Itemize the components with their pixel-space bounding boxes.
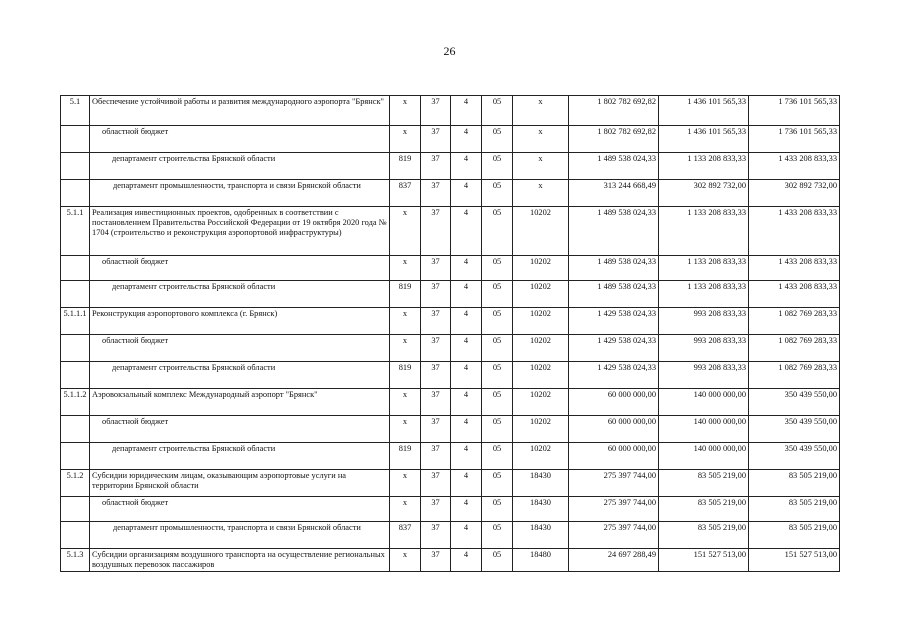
row-name-cell: Обеспечение устойчивой работы и развития международного аэропорта "Брянск" bbox=[90, 96, 390, 126]
code-program-cell: 37 bbox=[421, 443, 451, 470]
row-number-cell: 5.1 bbox=[61, 96, 90, 126]
code-subprogram-cell: 4 bbox=[451, 335, 482, 362]
code-event-cell: 10202 bbox=[513, 443, 569, 470]
row-number-cell bbox=[61, 126, 90, 153]
code-grbs-cell: 819 bbox=[390, 281, 421, 308]
row-name-cell: областной бюджет bbox=[90, 256, 390, 281]
code-subprogram-cell: 4 bbox=[451, 497, 482, 522]
amount-year-3-cell: 151 527 513,00 bbox=[749, 549, 840, 572]
code-event-group-cell: 05 bbox=[482, 153, 513, 180]
code-event-cell: 18430 bbox=[513, 470, 569, 497]
code-event-cell: 10202 bbox=[513, 389, 569, 416]
amount-year-3-cell: 350 439 550,00 bbox=[749, 416, 840, 443]
amount-year-3-cell: 1 433 208 833,33 bbox=[749, 256, 840, 281]
code-event-cell: x bbox=[513, 96, 569, 126]
amount-year-1-cell: 1 489 538 024,33 bbox=[569, 153, 659, 180]
row-number-cell bbox=[61, 443, 90, 470]
amount-year-2-cell: 140 000 000,00 bbox=[659, 389, 749, 416]
row-name-cell: областной бюджет bbox=[90, 335, 390, 362]
code-subprogram-cell: 4 bbox=[451, 308, 482, 335]
code-grbs-cell: x bbox=[390, 308, 421, 335]
amount-year-2-cell: 1 436 101 565,33 bbox=[659, 126, 749, 153]
code-subprogram-cell: 4 bbox=[451, 126, 482, 153]
code-program-cell: 37 bbox=[421, 549, 451, 572]
table-row bbox=[61, 443, 840, 470]
code-program-cell: 37 bbox=[421, 153, 451, 180]
code-grbs-cell: 837 bbox=[390, 180, 421, 207]
row-number-cell bbox=[61, 416, 90, 443]
code-event-group-cell: 05 bbox=[482, 470, 513, 497]
code-event-group-cell: 05 bbox=[482, 256, 513, 281]
code-event-group-cell: 05 bbox=[482, 96, 513, 126]
code-grbs-cell: x bbox=[390, 497, 421, 522]
row-name-cell: Субсидии организациям воздушного транспорта на осуществление региональных воздушных перевозок пассажиров bbox=[90, 549, 390, 572]
row-name-cell: областной бюджет bbox=[90, 126, 390, 153]
code-program-cell: 37 bbox=[421, 335, 451, 362]
row-number-cell bbox=[61, 335, 90, 362]
row-name-cell: Реконструкция аэропортового комплекса (г. Брянск) bbox=[90, 308, 390, 335]
code-event-cell: 10202 bbox=[513, 416, 569, 443]
row-number-cell bbox=[61, 281, 90, 308]
code-event-group-cell: 05 bbox=[482, 207, 513, 256]
amount-year-3-cell: 83 505 219,00 bbox=[749, 470, 840, 497]
row-name-cell: Реализация инвестиционных проектов, одобренных в соответствии с постановлением Правительства Российской Федерации от 19 октября 2020 года № 1704 (строительство и реконструкция аэропортовой инфраструктуры) bbox=[90, 207, 390, 256]
code-program-cell: 37 bbox=[421, 362, 451, 389]
table-row bbox=[61, 549, 840, 572]
code-grbs-cell: 819 bbox=[390, 153, 421, 180]
code-event-cell: 10202 bbox=[513, 207, 569, 256]
table-row bbox=[61, 281, 840, 308]
row-name-cell: Субсидии юридическим лицам, оказывающим аэропортовые услуги на территории Брянской области bbox=[90, 470, 390, 497]
code-event-group-cell: 05 bbox=[482, 522, 513, 549]
code-grbs-cell: x bbox=[390, 256, 421, 281]
amount-year-3-cell: 1 433 208 833,33 bbox=[749, 153, 840, 180]
amount-year-2-cell: 1 133 208 833,33 bbox=[659, 256, 749, 281]
amount-year-3-cell: 1 433 208 833,33 bbox=[749, 207, 840, 256]
amount-year-1-cell: 1 802 782 692,82 bbox=[569, 96, 659, 126]
amount-year-1-cell: 1 429 538 024,33 bbox=[569, 308, 659, 335]
amount-year-1-cell: 60 000 000,00 bbox=[569, 389, 659, 416]
table-row bbox=[61, 256, 840, 281]
amount-year-3-cell: 83 505 219,00 bbox=[749, 522, 840, 549]
amount-year-1-cell: 1 429 538 024,33 bbox=[569, 335, 659, 362]
code-grbs-cell: x bbox=[390, 335, 421, 362]
code-subprogram-cell: 4 bbox=[451, 180, 482, 207]
row-name-cell: департамент строительства Брянской области bbox=[90, 281, 390, 308]
code-event-cell: 18430 bbox=[513, 522, 569, 549]
row-name-cell: департамент промышленности, транспорта и связи Брянской области bbox=[90, 180, 390, 207]
code-subprogram-cell: 4 bbox=[451, 256, 482, 281]
code-program-cell: 37 bbox=[421, 497, 451, 522]
amount-year-2-cell: 83 505 219,00 bbox=[659, 470, 749, 497]
amount-year-1-cell: 313 244 668,49 bbox=[569, 180, 659, 207]
row-number-cell: 5.1.2 bbox=[61, 470, 90, 497]
amount-year-3-cell: 1 736 101 565,33 bbox=[749, 96, 840, 126]
row-number-cell: 5.1.1.1 bbox=[61, 308, 90, 335]
code-grbs-cell: x bbox=[390, 96, 421, 126]
row-number-cell bbox=[61, 180, 90, 207]
code-event-group-cell: 05 bbox=[482, 389, 513, 416]
code-event-cell: 10202 bbox=[513, 281, 569, 308]
code-grbs-cell: x bbox=[390, 416, 421, 443]
code-event-group-cell: 05 bbox=[482, 416, 513, 443]
code-event-cell: 18480 bbox=[513, 549, 569, 572]
amount-year-1-cell: 275 397 744,00 bbox=[569, 522, 659, 549]
code-event-group-cell: 05 bbox=[482, 497, 513, 522]
amount-year-2-cell: 993 208 833,33 bbox=[659, 335, 749, 362]
amount-year-1-cell: 275 397 744,00 bbox=[569, 470, 659, 497]
amount-year-2-cell: 1 436 101 565,33 bbox=[659, 96, 749, 126]
table-row bbox=[61, 180, 840, 207]
code-event-cell: x bbox=[513, 126, 569, 153]
amount-year-3-cell: 83 505 219,00 bbox=[749, 497, 840, 522]
amount-year-1-cell: 24 697 288,49 bbox=[569, 549, 659, 572]
amount-year-3-cell: 1 736 101 565,33 bbox=[749, 126, 840, 153]
code-subprogram-cell: 4 bbox=[451, 389, 482, 416]
code-grbs-cell: x bbox=[390, 470, 421, 497]
amount-year-1-cell: 60 000 000,00 bbox=[569, 443, 659, 470]
page-number: 26 bbox=[443, 44, 456, 58]
amount-year-2-cell: 140 000 000,00 bbox=[659, 416, 749, 443]
code-subprogram-cell: 4 bbox=[451, 470, 482, 497]
code-program-cell: 37 bbox=[421, 522, 451, 549]
code-subprogram-cell: 4 bbox=[451, 362, 482, 389]
row-name-cell: областной бюджет bbox=[90, 416, 390, 443]
row-number-cell: 5.1.3 bbox=[61, 549, 90, 572]
budget-table-body bbox=[61, 96, 840, 572]
code-event-group-cell: 05 bbox=[482, 308, 513, 335]
code-grbs-cell: x bbox=[390, 549, 421, 572]
amount-year-2-cell: 151 527 513,00 bbox=[659, 549, 749, 572]
code-subprogram-cell: 4 bbox=[451, 153, 482, 180]
table-row bbox=[61, 522, 840, 549]
code-grbs-cell: 837 bbox=[390, 522, 421, 549]
row-name-cell: областной бюджет bbox=[90, 497, 390, 522]
amount-year-3-cell: 1 082 769 283,33 bbox=[749, 335, 840, 362]
table-row bbox=[61, 96, 840, 126]
code-program-cell: 37 bbox=[421, 256, 451, 281]
amount-year-2-cell: 1 133 208 833,33 bbox=[659, 153, 749, 180]
amount-year-1-cell: 275 397 744,00 bbox=[569, 497, 659, 522]
code-event-cell: 10202 bbox=[513, 362, 569, 389]
code-program-cell: 37 bbox=[421, 470, 451, 497]
amount-year-3-cell: 350 439 550,00 bbox=[749, 389, 840, 416]
code-program-cell: 37 bbox=[421, 180, 451, 207]
code-event-group-cell: 05 bbox=[482, 126, 513, 153]
row-number-cell bbox=[61, 522, 90, 549]
code-subprogram-cell: 4 bbox=[451, 549, 482, 572]
table-row bbox=[61, 470, 840, 497]
code-grbs-cell: x bbox=[390, 389, 421, 416]
code-event-cell: x bbox=[513, 153, 569, 180]
amount-year-1-cell: 1 489 538 024,33 bbox=[569, 207, 659, 256]
row-number-cell bbox=[61, 153, 90, 180]
code-program-cell: 37 bbox=[421, 308, 451, 335]
amount-year-1-cell: 1 802 782 692,82 bbox=[569, 126, 659, 153]
code-program-cell: 37 bbox=[421, 126, 451, 153]
code-program-cell: 37 bbox=[421, 389, 451, 416]
table-row bbox=[61, 497, 840, 522]
code-event-group-cell: 05 bbox=[482, 362, 513, 389]
table-row bbox=[61, 335, 840, 362]
row-number-cell: 5.1.1.2 bbox=[61, 389, 90, 416]
code-event-group-cell: 05 bbox=[482, 443, 513, 470]
code-subprogram-cell: 4 bbox=[451, 96, 482, 126]
code-grbs-cell: 819 bbox=[390, 362, 421, 389]
amount-year-1-cell: 60 000 000,00 bbox=[569, 416, 659, 443]
row-name-cell: Аэровокзальный комплекс Международный аэропорт "Брянск" bbox=[90, 389, 390, 416]
row-name-cell: департамент строительства Брянской области bbox=[90, 362, 390, 389]
table-row bbox=[61, 416, 840, 443]
row-name-cell: департамент строительства Брянской области bbox=[90, 443, 390, 470]
code-subprogram-cell: 4 bbox=[451, 281, 482, 308]
code-event-cell: x bbox=[513, 180, 569, 207]
table-row bbox=[61, 308, 840, 335]
row-number-cell bbox=[61, 497, 90, 522]
amount-year-3-cell: 350 439 550,00 bbox=[749, 443, 840, 470]
amount-year-2-cell: 993 208 833,33 bbox=[659, 362, 749, 389]
budget-table bbox=[60, 95, 840, 572]
code-subprogram-cell: 4 bbox=[451, 522, 482, 549]
row-number-cell bbox=[61, 256, 90, 281]
code-subprogram-cell: 4 bbox=[451, 443, 482, 470]
amount-year-2-cell: 993 208 833,33 bbox=[659, 308, 749, 335]
amount-year-3-cell: 1 082 769 283,33 bbox=[749, 308, 840, 335]
code-program-cell: 37 bbox=[421, 416, 451, 443]
amount-year-2-cell: 1 133 208 833,33 bbox=[659, 207, 749, 256]
amount-year-3-cell: 1 082 769 283,33 bbox=[749, 362, 840, 389]
code-grbs-cell: x bbox=[390, 207, 421, 256]
amount-year-3-cell: 1 433 208 833,33 bbox=[749, 281, 840, 308]
row-number-cell bbox=[61, 362, 90, 389]
amount-year-2-cell: 302 892 732,00 bbox=[659, 180, 749, 207]
amount-year-2-cell: 83 505 219,00 bbox=[659, 522, 749, 549]
table-row bbox=[61, 207, 840, 256]
code-event-group-cell: 05 bbox=[482, 180, 513, 207]
row-name-cell: департамент промышленности, транспорта и связи Брянской области bbox=[90, 522, 390, 549]
amount-year-2-cell: 1 133 208 833,33 bbox=[659, 281, 749, 308]
code-event-cell: 10202 bbox=[513, 335, 569, 362]
code-event-group-cell: 05 bbox=[482, 335, 513, 362]
table-row bbox=[61, 389, 840, 416]
amount-year-1-cell: 1 429 538 024,33 bbox=[569, 362, 659, 389]
table-row bbox=[61, 153, 840, 180]
amount-year-1-cell: 1 489 538 024,33 bbox=[569, 281, 659, 308]
row-number-cell: 5.1.1 bbox=[61, 207, 90, 256]
code-subprogram-cell: 4 bbox=[451, 416, 482, 443]
code-event-cell: 18430 bbox=[513, 497, 569, 522]
code-program-cell: 37 bbox=[421, 281, 451, 308]
row-name-cell: департамент строительства Брянской области bbox=[90, 153, 390, 180]
code-event-cell: 10202 bbox=[513, 308, 569, 335]
code-event-group-cell: 05 bbox=[482, 281, 513, 308]
code-subprogram-cell: 4 bbox=[451, 207, 482, 256]
code-grbs-cell: 819 bbox=[390, 443, 421, 470]
code-event-group-cell: 05 bbox=[482, 549, 513, 572]
amount-year-2-cell: 140 000 000,00 bbox=[659, 443, 749, 470]
amount-year-2-cell: 83 505 219,00 bbox=[659, 497, 749, 522]
code-grbs-cell: x bbox=[390, 126, 421, 153]
code-program-cell: 37 bbox=[421, 96, 451, 126]
code-program-cell: 37 bbox=[421, 207, 451, 256]
amount-year-3-cell: 302 892 732,00 bbox=[749, 180, 840, 207]
amount-year-1-cell: 1 489 538 024,33 bbox=[569, 256, 659, 281]
table-row bbox=[61, 126, 840, 153]
table-row bbox=[61, 362, 840, 389]
code-event-cell: 10202 bbox=[513, 256, 569, 281]
